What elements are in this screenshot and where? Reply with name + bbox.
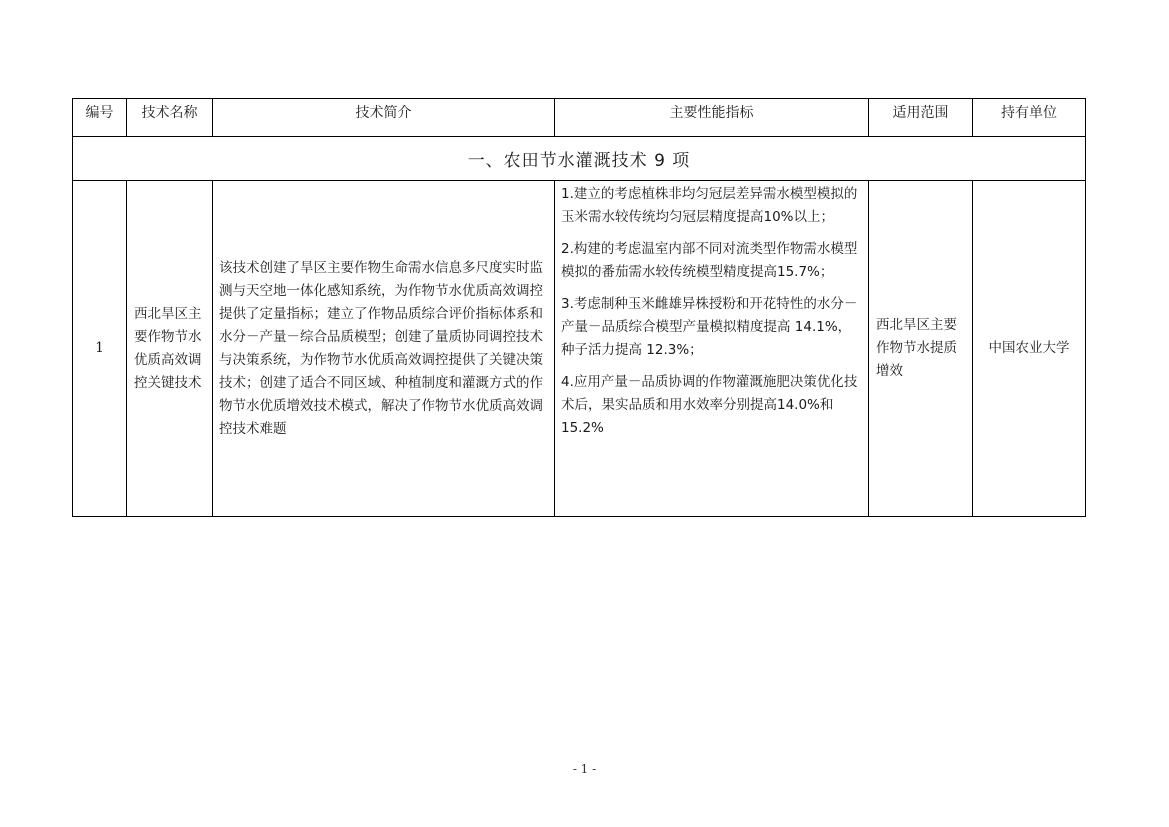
header-tech-name: 技术名称 <box>127 99 213 137</box>
section-row <box>73 137 1086 181</box>
metric-item: 3.考虑制种玉米雌雄异株授粉和开花特性的水分－产量－品质综合模型产量模拟精度提高 14.1%，种子活力提高 12.3%； <box>561 296 858 358</box>
row-tech-name: 西北旱区主要作物节水优质高效调控关键技术 <box>127 181 213 517</box>
metric-item: 1.建立的考虑植株非均匀冠层差异需水模型模拟的玉米需水较传统均匀冠层精度提高10%以上； <box>561 186 858 225</box>
header-performance: 主要性能指标 <box>555 99 869 137</box>
table-header-row <box>73 99 1086 137</box>
header-holder: 持有单位 <box>973 99 1086 137</box>
row-number: 1 <box>73 181 127 517</box>
header-tech-intro: 技术简介 <box>213 99 555 137</box>
page-number: - 1 - <box>572 762 597 776</box>
metric-item: 2.构建的考虑温室内部不同对流类型作物需水模型模拟的番茄需水较传统模型精度提高15.7%； <box>561 241 858 280</box>
row-holder: 中国农业大学 <box>973 181 1086 517</box>
technology-table <box>72 98 1086 517</box>
section-title: 一、农田节水灌溉技术 9 项 <box>73 137 1086 181</box>
header-scope: 适用范围 <box>869 99 973 137</box>
row-performance <box>555 181 869 517</box>
header-number: 编号 <box>73 99 127 137</box>
row-tech-intro: 该技术创建了旱区主要作物生命需水信息多尺度实时监测与天空地一体化感知系统，为作物节水优质高效调控提供了定量指标；建立了作物品质综合评价指标体系和水分－产量－综合品质模型；创建了量质协同调控技术与决策系统，为作物节水优质高效调控提供了关键决策技术；创建了适合不同区域、种植制度和灌溉方式的作物节水优质增效技术模式，解决了作物节水优质高效调控技术难题 <box>213 181 555 517</box>
metric-item: 4.应用产量－品质协调的作物灌溉施肥决策优化技术后，果实品质和用水效率分别提高14.0%和 15.2% <box>561 374 858 436</box>
row-scope: 西北旱区主要作物节水提质增效 <box>869 181 973 517</box>
table-row <box>73 181 1086 517</box>
